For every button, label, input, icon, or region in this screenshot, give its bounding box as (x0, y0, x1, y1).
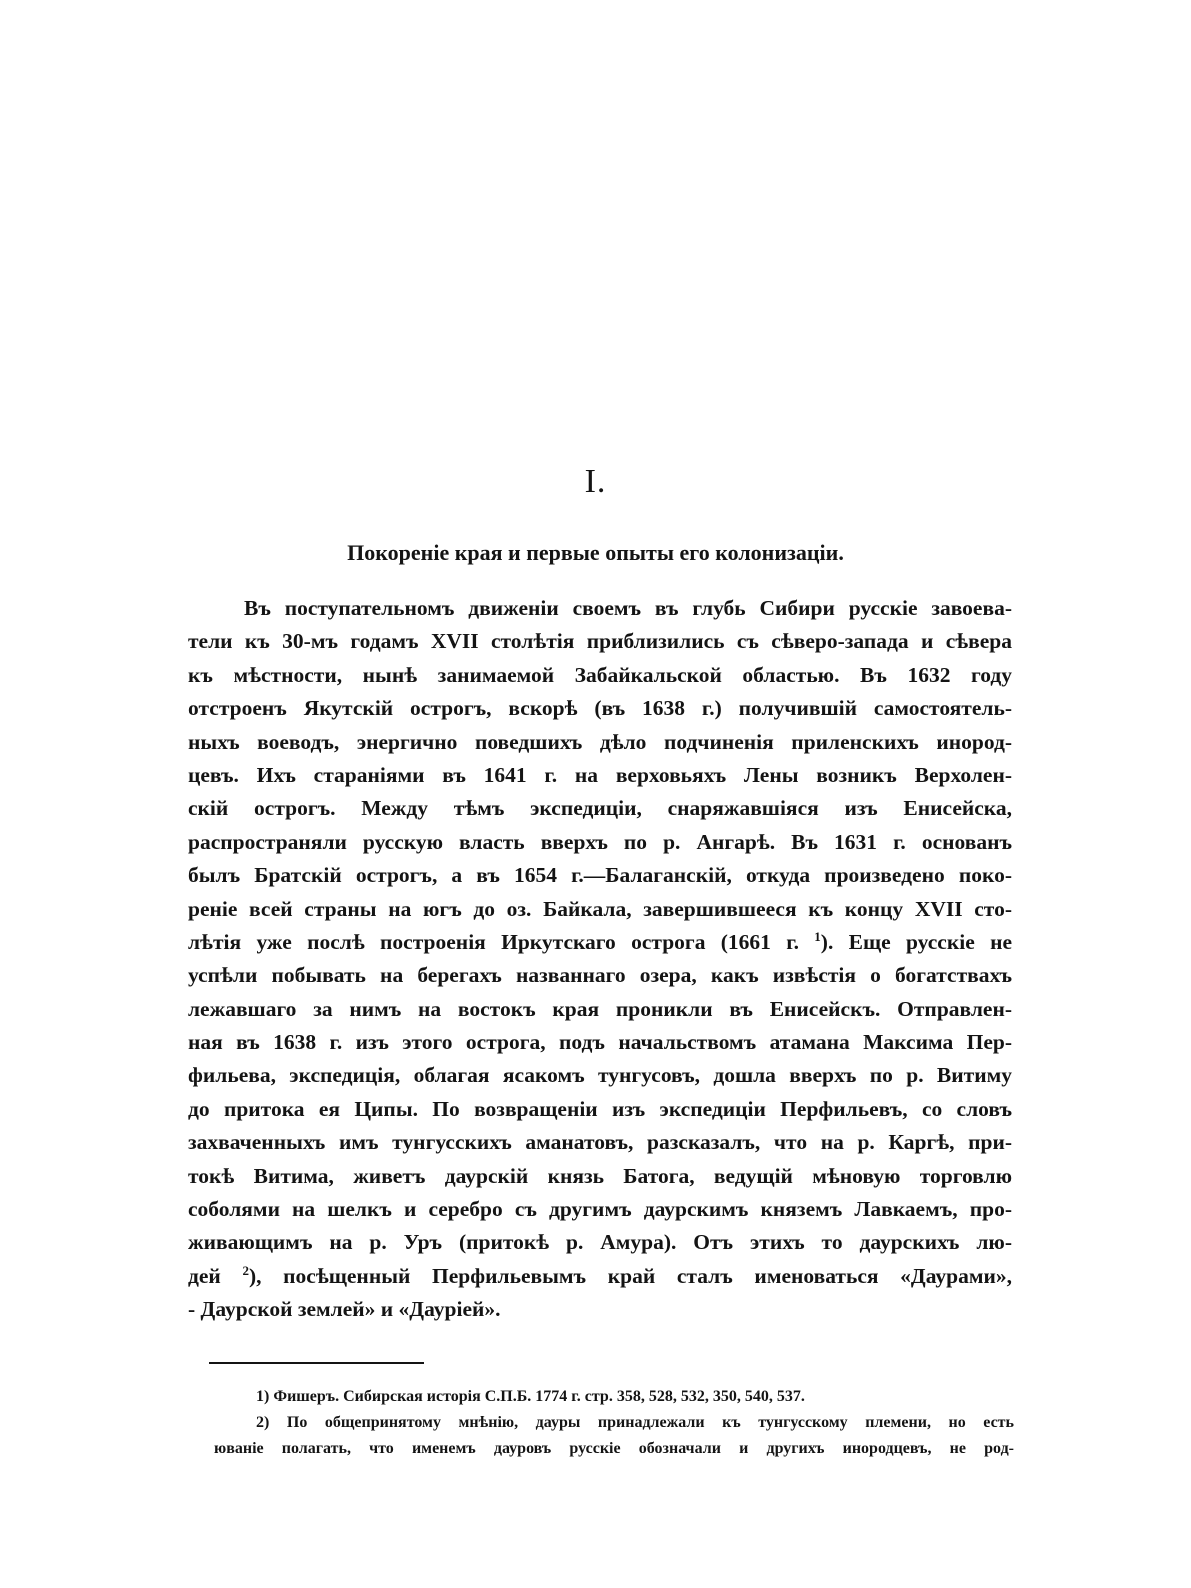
chapter-number: I. (584, 463, 607, 500)
footnote-divider (209, 1362, 424, 1364)
text-line: тели къ 30-мъ годамъ XVII столѣтія приблизились съ сѣверо-запада и сѣвера (188, 629, 1012, 654)
footnotes (214, 1384, 1014, 1462)
text-line: реніе всей страны на югъ до оз. Байкала, завершившееся къ концу XVII сто- (188, 896, 1012, 921)
text-line: скій острогъ. Между тѣмъ экспедиціи, снаряжавшіяся изъ Енисейска, (188, 796, 1012, 821)
text-line-with-footnote-ref (188, 926, 1012, 959)
text-line: до притока ея Ципы. По возвращеніи изъ экспедиціи Перфильевъ, со словъ (188, 1096, 1012, 1121)
footnote-1: 1) Фишеръ. Сибирская исторія С.П.Б. 1774 г. стр. 358, 528, 532, 350, 540, 537. (256, 1388, 805, 1405)
text-line: ная въ 1638 г. изъ этого острога, подъ начальствомъ атамана Максима Пер- (188, 1030, 1012, 1055)
text-line: къ мѣстности, нынѣ занимаемой Забайкальской областью. Въ 1632 году (188, 662, 1012, 687)
footnote-2: 2) По общепринятому мнѣнію, дауры принадлежали къ тунгусскому племени, но есть (256, 1414, 1014, 1431)
text-line: цевъ. Ихъ стараніями въ 1641 г. на верховьяхъ Лены возникъ Верхолен- (188, 762, 1012, 787)
text-line: отстроенъ Якутскій острогъ, вскорѣ (въ 1638 г.) получившій самостоятель- (188, 696, 1012, 721)
text-segment: ). Еще русскіе не (820, 929, 1012, 954)
text-line: успѣли побывать на берегахъ названнаго озера, какъ извѣстія о богатствахъ (188, 963, 1012, 988)
text-line: Въ поступательномъ движеніи своемъ въ глубь Сибири русскіе завоева- (244, 596, 1012, 620)
text-line: соболями на шелкъ и серебро съ другимъ даурскимъ княземъ Лавкаемъ, про- (188, 1197, 1012, 1222)
text-segment: дей (188, 1263, 221, 1288)
text-line: захваченныхъ имъ тунгусскихъ аманатовъ, разсказалъ, что на р. Каргѣ, при- (188, 1130, 1012, 1155)
text-line: - Даурской землей» и «Дауріей». (188, 1297, 501, 1322)
text-line: распространяли русскую власть вверхъ по р. Ангарѣ. Въ 1631 г. основанъ (188, 829, 1012, 854)
text-line: токѣ Витима, живетъ даурскій князь Батога, ведущій мѣновую торговлю (188, 1163, 1012, 1188)
text-line-with-footnote-ref (188, 1260, 1012, 1293)
text-line: живающимъ на р. Уръ (притокѣ р. Амура). Отъ этихъ то даурскихъ лю- (188, 1230, 1012, 1255)
footnote-ref-2: 2 (242, 1262, 249, 1278)
footnote-2-continued: юваніе полагать, что именемъ дауровъ русскіе обозначали и другихъ инородцевъ, не род- (214, 1440, 1014, 1457)
text-line: лежавшаго за нимъ на востокъ края проникли въ Енисейскъ. Отправлен- (188, 996, 1012, 1021)
text-line: ныхъ воеводъ, энергично поведшихъ дѣло подчиненія приленскихъ инород- (188, 729, 1012, 754)
text-line: фильева, экспедиція, облагая ясакомъ тунгусовъ, дошла вверхъ по р. Витиму (188, 1063, 1012, 1088)
text-line: былъ Братскій острогъ, а въ 1654 г.—Балаганскій, откуда произведено поко- (188, 863, 1012, 888)
footnote-ref-1: 1 (814, 928, 821, 944)
text-segment: ), посѣщенный Перфильевымъ край сталъ именоваться «Даурами», (248, 1263, 1012, 1288)
body-paragraph (188, 592, 1012, 1327)
text-segment: лѣтія уже послѣ построенія Иркутскаго острога (1661 г. (188, 929, 799, 954)
chapter-title: Покореніе края и первые опыты его колонизаціи. (347, 540, 844, 565)
